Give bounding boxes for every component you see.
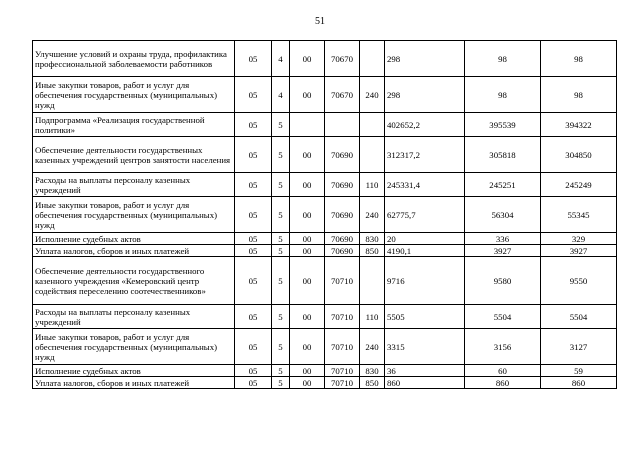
program-code-cell: 00: [290, 305, 325, 329]
table-row: [33, 137, 617, 173]
amount-2-cell: 98: [465, 41, 541, 77]
amount-1-cell: 20: [385, 233, 465, 245]
amount-3-cell: 245249: [541, 173, 617, 197]
amount-3-cell: 5504: [541, 305, 617, 329]
section-code-cell: 05: [235, 173, 272, 197]
program-code-cell: 00: [290, 245, 325, 257]
row-name-cell: Уплата налогов, сборов и иных платежей: [33, 377, 235, 389]
subsection-code-cell: 5: [272, 173, 290, 197]
expense-type-cell: 240: [360, 197, 385, 233]
row-name-cell: Уплата налогов, сборов и иных платежей: [33, 245, 235, 257]
section-code-cell: 05: [235, 137, 272, 173]
article-code-cell: 70690: [325, 137, 360, 173]
row-name-cell: Обеспечение деятельности государственного казенного учреждения «Кемеровский центр содействия переселению соотечественников»: [33, 257, 235, 305]
expense-type-cell: 110: [360, 173, 385, 197]
amount-1-cell: 4190,1: [385, 245, 465, 257]
article-code-cell: 70710: [325, 305, 360, 329]
program-code-cell: 00: [290, 173, 325, 197]
amount-2-cell: 336: [465, 233, 541, 245]
table-row: [33, 377, 617, 389]
amount-1-cell: 402652,2: [385, 113, 465, 137]
amount-1-cell: 298: [385, 41, 465, 77]
amount-2-cell: 3927: [465, 245, 541, 257]
article-code-cell: 70710: [325, 365, 360, 377]
section-code-cell: 05: [235, 377, 272, 389]
subsection-code-cell: 5: [272, 113, 290, 137]
amount-2-cell: 9580: [465, 257, 541, 305]
article-code-cell: 70690: [325, 197, 360, 233]
section-code-cell: 05: [235, 77, 272, 113]
expense-type-cell: 110: [360, 305, 385, 329]
amount-1-cell: 36: [385, 365, 465, 377]
table-row: [33, 113, 617, 137]
article-code-cell: 70670: [325, 41, 360, 77]
expense-type-cell: [360, 257, 385, 305]
table-row: [33, 257, 617, 305]
subsection-code-cell: 5: [272, 305, 290, 329]
row-name-cell: Иные закупки товаров, работ и услуг для обеспечения государственных (муниципальных) нужд: [33, 77, 235, 113]
amount-1-cell: 312317,2: [385, 137, 465, 173]
amount-3-cell: 98: [541, 41, 617, 77]
expense-type-cell: [360, 113, 385, 137]
program-code-cell: 00: [290, 233, 325, 245]
table-row: [33, 245, 617, 257]
section-code-cell: 05: [235, 305, 272, 329]
article-code-cell: 70710: [325, 329, 360, 365]
amount-1-cell: 245331,4: [385, 173, 465, 197]
amount-2-cell: 56304: [465, 197, 541, 233]
amount-1-cell: 9716: [385, 257, 465, 305]
program-code-cell: 00: [290, 77, 325, 113]
amount-2-cell: 305818: [465, 137, 541, 173]
row-name-cell: Расходы на выплаты персоналу казенных учреждений: [33, 305, 235, 329]
row-name-cell: Обеспечение деятельности государственных казенных учреждений центров занятости населения: [33, 137, 235, 173]
table-row: [33, 77, 617, 113]
row-name-cell: Расходы на выплаты персоналу казенных учреждений: [33, 173, 235, 197]
program-code-cell: 00: [290, 365, 325, 377]
section-code-cell: 05: [235, 197, 272, 233]
amount-1-cell: 3315: [385, 329, 465, 365]
row-name-cell: Подпрограмма «Реализация государственной политики»: [33, 113, 235, 137]
subsection-code-cell: 5: [272, 233, 290, 245]
article-code-cell: 70690: [325, 173, 360, 197]
section-code-cell: 05: [235, 41, 272, 77]
table-row: [33, 173, 617, 197]
amount-3-cell: 394322: [541, 113, 617, 137]
article-code-cell: [325, 113, 360, 137]
section-code-cell: 05: [235, 365, 272, 377]
subsection-code-cell: 5: [272, 329, 290, 365]
amount-3-cell: 98: [541, 77, 617, 113]
subsection-code-cell: 5: [272, 137, 290, 173]
row-name-cell: Улучшение условий и охраны труда, профилактика профессиональной заболеваемости работников: [33, 41, 235, 77]
expense-type-cell: [360, 41, 385, 77]
row-name-cell: Иные закупки товаров, работ и услуг для обеспечения государственных (муниципальных) нужд: [33, 197, 235, 233]
program-code-cell: 00: [290, 377, 325, 389]
table-row: [33, 329, 617, 365]
subsection-code-cell: 5: [272, 365, 290, 377]
subsection-code-cell: 5: [272, 197, 290, 233]
amount-2-cell: 60: [465, 365, 541, 377]
table-row: [33, 233, 617, 245]
row-name-cell: Исполнение судебных актов: [33, 365, 235, 377]
amount-1-cell: 860: [385, 377, 465, 389]
program-code-cell: 00: [290, 41, 325, 77]
subsection-code-cell: 4: [272, 77, 290, 113]
amount-2-cell: 395539: [465, 113, 541, 137]
article-code-cell: 70670: [325, 77, 360, 113]
article-code-cell: 70710: [325, 257, 360, 305]
subsection-code-cell: 4: [272, 41, 290, 77]
amount-2-cell: 860: [465, 377, 541, 389]
amount-1-cell: 62775,7: [385, 197, 465, 233]
program-code-cell: 00: [290, 257, 325, 305]
amount-2-cell: 5504: [465, 305, 541, 329]
table-row: [33, 197, 617, 233]
expense-type-cell: [360, 137, 385, 173]
amount-3-cell: 860: [541, 377, 617, 389]
page-number: 51: [315, 16, 325, 27]
section-code-cell: 05: [235, 245, 272, 257]
amount-2-cell: 245251: [465, 173, 541, 197]
expense-type-cell: 830: [360, 365, 385, 377]
amount-3-cell: 59: [541, 365, 617, 377]
expense-type-cell: 830: [360, 233, 385, 245]
program-code-cell: 00: [290, 329, 325, 365]
amount-3-cell: 9550: [541, 257, 617, 305]
article-code-cell: 70690: [325, 233, 360, 245]
budget-table: [32, 40, 617, 389]
table-row: [33, 365, 617, 377]
section-code-cell: 05: [235, 113, 272, 137]
expense-type-cell: 240: [360, 329, 385, 365]
amount-2-cell: 98: [465, 77, 541, 113]
section-code-cell: 05: [235, 233, 272, 245]
expense-type-cell: 240: [360, 77, 385, 113]
table-body: [33, 41, 617, 389]
amount-2-cell: 3156: [465, 329, 541, 365]
program-code-cell: 00: [290, 137, 325, 173]
program-code-cell: [290, 113, 325, 137]
table-row: [33, 41, 617, 77]
article-code-cell: 70690: [325, 245, 360, 257]
amount-3-cell: 3127: [541, 329, 617, 365]
expense-type-cell: 850: [360, 377, 385, 389]
subsection-code-cell: 5: [272, 257, 290, 305]
amount-3-cell: 329: [541, 233, 617, 245]
amount-3-cell: 3927: [541, 245, 617, 257]
row-name-cell: Иные закупки товаров, работ и услуг для обеспечения государственных (муниципальных) нужд: [33, 329, 235, 365]
table-row: [33, 305, 617, 329]
article-code-cell: 70710: [325, 377, 360, 389]
amount-3-cell: 304850: [541, 137, 617, 173]
amount-1-cell: 5505: [385, 305, 465, 329]
section-code-cell: 05: [235, 257, 272, 305]
amount-1-cell: 298: [385, 77, 465, 113]
subsection-code-cell: 5: [272, 245, 290, 257]
row-name-cell: Исполнение судебных актов: [33, 233, 235, 245]
expense-type-cell: 850: [360, 245, 385, 257]
amount-3-cell: 55345: [541, 197, 617, 233]
subsection-code-cell: 5: [272, 377, 290, 389]
section-code-cell: 05: [235, 329, 272, 365]
program-code-cell: 00: [290, 197, 325, 233]
